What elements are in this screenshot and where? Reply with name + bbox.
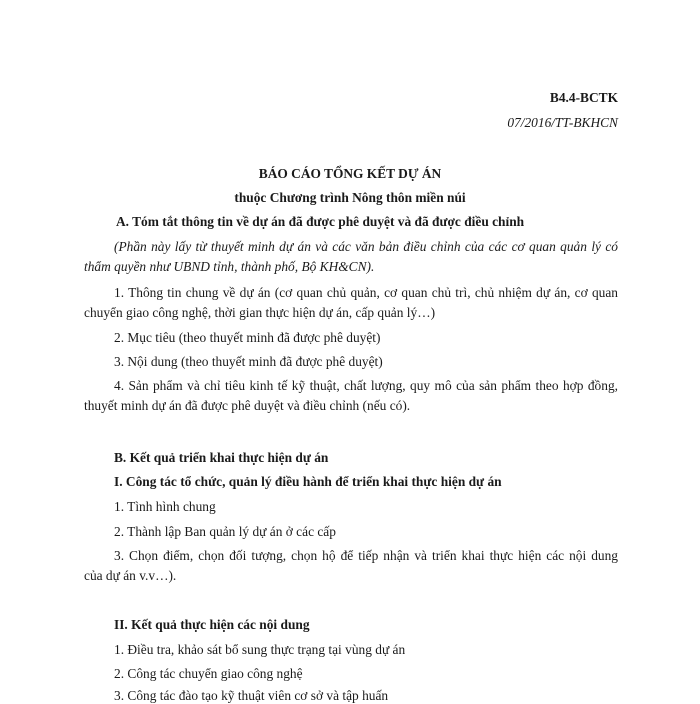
section-b-part1-item3-line2: của dự án v.v…).	[84, 568, 177, 583]
section-a-item1-line2: chuyển giao công nghệ, thời gian thực hiện dự án, cấp quản lý…)	[84, 305, 436, 320]
report-subtitle: thuộc Chương trình Nông thôn miền núi	[234, 190, 466, 205]
section-b-heading: B. Kết quả triển khai thực hiện dự án	[114, 450, 329, 465]
section-a-note-line1: (Phần này lấy từ thuyết minh dự án và các văn bản điều chỉnh của các cơ quan quản lý có	[114, 239, 618, 254]
section-a-item4-line1: 4. Sản phẩm và chỉ tiêu kinh tế kỹ thuật, chất lượng, quy mô của sản phẩm theo hợp đồng,	[114, 378, 618, 393]
section-b-part2-item1: 1. Điều tra, khảo sát bổ sung thực trạng tại vùng dự án	[114, 642, 406, 657]
section-b-part2-item3: 3. Công tác đào tạo kỹ thuật viên cơ sở và tập huấn	[114, 688, 389, 703]
form-code: B4.4-BCTK	[549, 90, 618, 105]
section-a-item2: 2. Mục tiêu (theo thuyết minh đã được phê duyệt)	[114, 330, 381, 345]
circular-number: 07/2016/TT-BKHCN	[507, 115, 618, 130]
section-a-item4-line2: thuyết minh dự án đã được phê duyệt và điều chỉnh (nếu có).	[84, 398, 411, 413]
section-a-note-line2: thẩm quyền như UBND tỉnh, thành phố, Bộ KH&CN).	[84, 259, 375, 274]
section-a-item3: 3. Nội dung (theo thuyết minh đã được phê duyệt)	[114, 354, 383, 369]
section-b-part1-item1: 1. Tình hình chung	[114, 499, 216, 514]
section-a-item1-line1: 1. Thông tin chung về dự án (cơ quan chủ quản, cơ quan chủ trì, chủ nhiệm dự án, cơ quan	[114, 285, 618, 300]
report-title: BÁO CÁO TỔNG KẾT DỰ ÁN	[258, 166, 442, 181]
section-a-heading: A. Tóm tắt thông tin về dự án đã được phê duyệt và đã được điều chỉnh	[116, 214, 525, 229]
section-b-part1-item3-line1: 3. Chọn điểm, chọn đối tượng, chọn hộ để tiếp nhận và triển khai thực hiện các nội dung	[114, 548, 618, 563]
section-b-part1-item2: 2. Thành lập Ban quản lý dự án ở các cấp	[114, 524, 336, 539]
section-b-part2-heading: II. Kết quả thực hiện các nội dung	[114, 617, 310, 632]
section-b-part1-heading: I. Công tác tổ chức, quản lý điều hành để triển khai thực hiện dự án	[114, 474, 502, 489]
section-b-part2-item2: 2. Công tác chuyển giao công nghệ	[114, 666, 303, 681]
